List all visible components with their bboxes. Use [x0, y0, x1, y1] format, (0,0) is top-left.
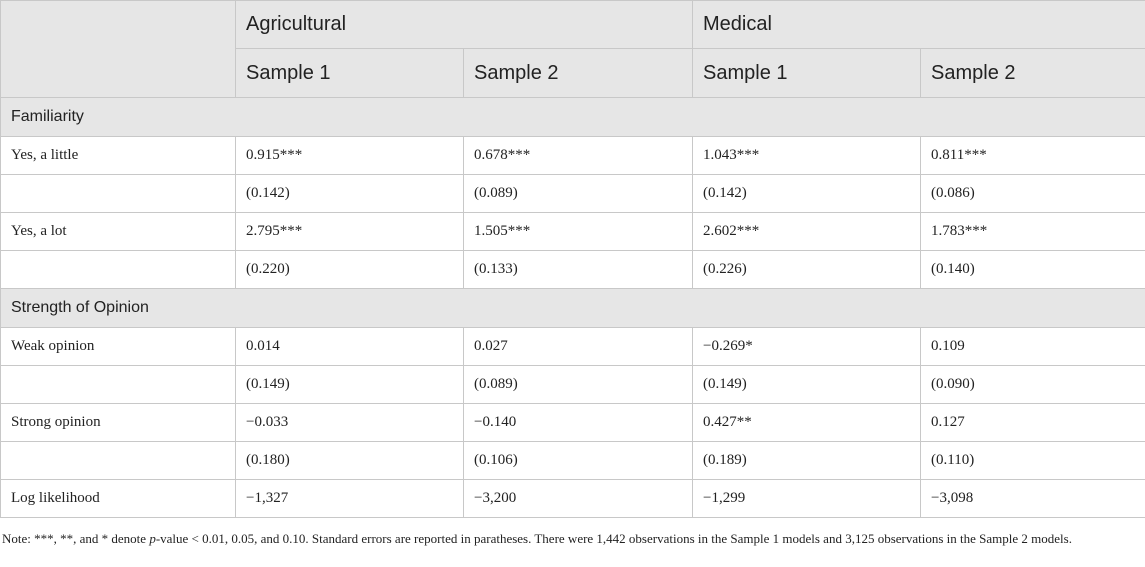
table-note — [2, 529, 1140, 548]
table-cell: −0.033 — [236, 404, 464, 442]
table-row — [1, 442, 1145, 480]
row-label — [1, 442, 236, 480]
table-cell: 0.127 — [921, 404, 1145, 442]
row-label: Yes, a little — [1, 137, 236, 175]
table-cell: (0.142) — [693, 175, 921, 213]
table-cell: −1,327 — [236, 480, 464, 518]
table-cell: 0.915*** — [236, 137, 464, 175]
header-sample-cell: Sample 1 — [693, 49, 921, 98]
table-cell: (0.180) — [236, 442, 464, 480]
table-cell: −0.140 — [464, 404, 693, 442]
table-row — [1, 480, 1145, 518]
section-title: Familiarity — [1, 98, 1145, 137]
table-cell: (0.089) — [464, 175, 693, 213]
table-cell: 0.678*** — [464, 137, 693, 175]
section-row-familiarity — [1, 98, 1145, 137]
note-text-start: Note: ***, **, and * denote — [2, 531, 150, 546]
table-row — [1, 328, 1145, 366]
header-row-groups — [1, 1, 1145, 49]
table-row — [1, 213, 1145, 251]
table-cell: (0.189) — [693, 442, 921, 480]
table-cell: (0.226) — [693, 251, 921, 289]
table-cell: (0.110) — [921, 442, 1145, 480]
header-sample-cell: Sample 1 — [236, 49, 464, 98]
row-label: Strong opinion — [1, 404, 236, 442]
table-row — [1, 366, 1145, 404]
table-cell: 0.811*** — [921, 137, 1145, 175]
table-cell: 1.505*** — [464, 213, 693, 251]
row-label: Log likelihood — [1, 480, 236, 518]
header-group-agricultural: Agricultural — [236, 1, 693, 49]
table-cell: 0.109 — [921, 328, 1145, 366]
row-label: Weak opinion — [1, 328, 236, 366]
table-cell: (0.086) — [921, 175, 1145, 213]
table-cell: (0.142) — [236, 175, 464, 213]
row-label — [1, 175, 236, 213]
table-cell: −1,299 — [693, 480, 921, 518]
table-cell: 0.427** — [693, 404, 921, 442]
table-cell: (0.140) — [921, 251, 1145, 289]
header-corner-cell — [1, 1, 236, 98]
table-cell: −3,200 — [464, 480, 693, 518]
row-label — [1, 251, 236, 289]
table-cell: (0.220) — [236, 251, 464, 289]
section-row-strength-of-opinion — [1, 289, 1145, 328]
note-text-end: -value < 0.01, 0.05, and 0.10. Standard errors are reported in paratheses. There were 1,442 observations in the Sample 1 models and 3,125 observations in the Sample 2 models. — [155, 531, 1072, 546]
table-cell: (0.106) — [464, 442, 693, 480]
table-cell: 1.783*** — [921, 213, 1145, 251]
table-row — [1, 404, 1145, 442]
table-cell: 2.795*** — [236, 213, 464, 251]
section-title: Strength of Opinion — [1, 289, 1145, 328]
table-row — [1, 251, 1145, 289]
table-cell: (0.149) — [693, 366, 921, 404]
table-cell: 0.027 — [464, 328, 693, 366]
table-cell: 0.014 — [236, 328, 464, 366]
row-label — [1, 366, 236, 404]
table-cell: −3,098 — [921, 480, 1145, 518]
table-cell: (0.149) — [236, 366, 464, 404]
table-cell: 2.602*** — [693, 213, 921, 251]
table-cell: −0.269* — [693, 328, 921, 366]
header-sample-cell: Sample 2 — [464, 49, 693, 98]
table-row — [1, 175, 1145, 213]
header-sample-cell: Sample 2 — [921, 49, 1145, 98]
header-group-medical: Medical — [693, 1, 1145, 49]
note-italic-p: p — [149, 531, 156, 546]
table-cell: 1.043*** — [693, 137, 921, 175]
table-cell: (0.089) — [464, 366, 693, 404]
table-cell: (0.090) — [921, 366, 1145, 404]
table-row — [1, 137, 1145, 175]
row-label: Yes, a lot — [1, 213, 236, 251]
table-cell: (0.133) — [464, 251, 693, 289]
